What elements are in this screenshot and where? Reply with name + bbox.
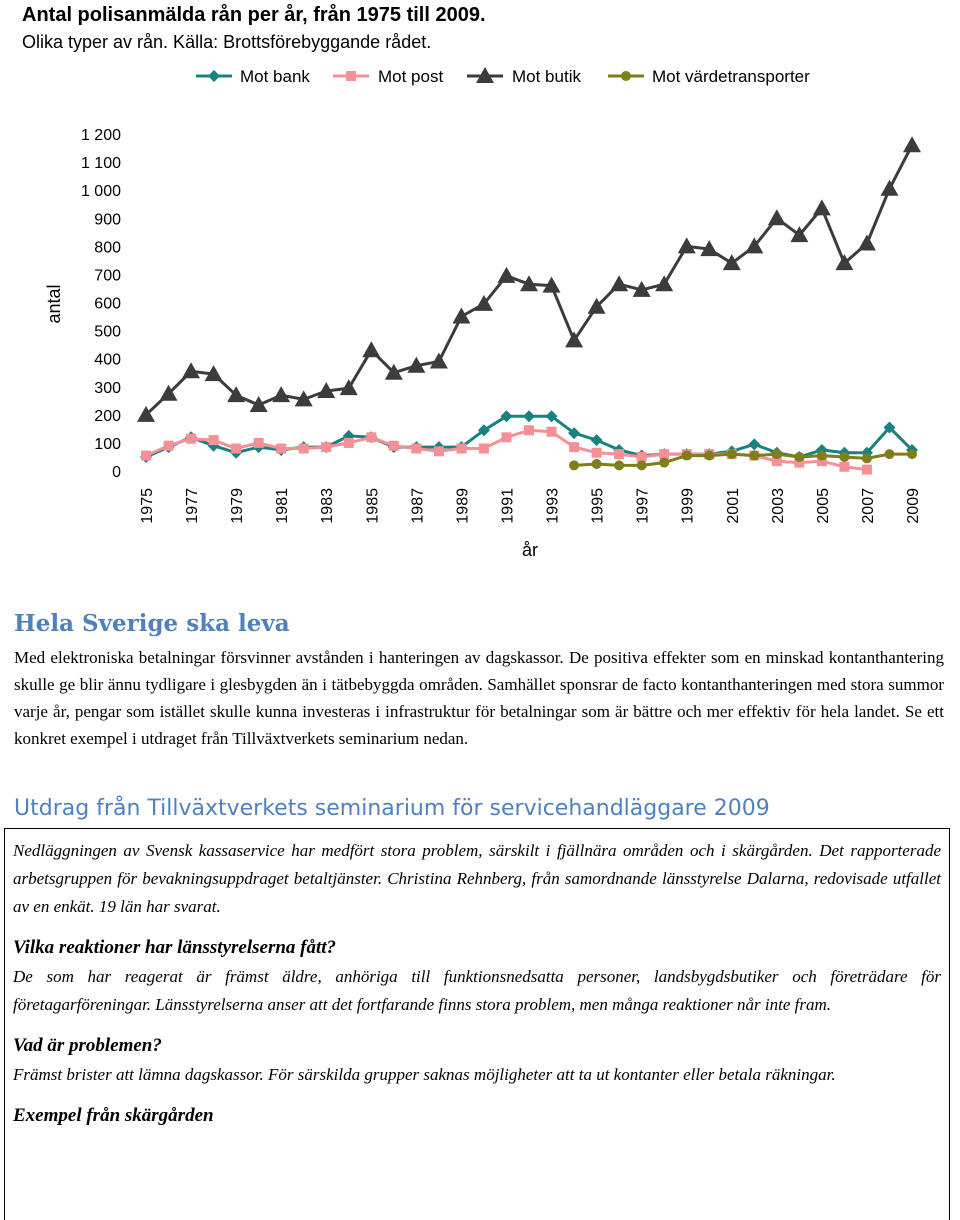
data-point-square [411, 444, 421, 454]
data-point-triangle [880, 180, 898, 196]
x-axis-title: år [521, 540, 539, 560]
data-point-square [321, 442, 331, 452]
data-point-circle [569, 460, 579, 470]
data-point-triangle [655, 275, 673, 291]
legend-marker-circle [621, 71, 631, 81]
data-point-circle [592, 459, 602, 469]
x-tick-label: 1991 [499, 488, 517, 524]
y-tick-label: 1 100 [80, 155, 121, 173]
data-point-triangle [272, 386, 290, 402]
x-tick-label: 2001 [724, 488, 742, 524]
data-point-triangle [182, 362, 200, 378]
y-tick-label: 800 [94, 239, 121, 257]
data-point-triangle [903, 136, 921, 152]
data-point-square [389, 441, 399, 451]
y-tick-label: 700 [94, 267, 121, 285]
data-point-circle [839, 452, 849, 462]
question-reactions: Vilka reaktioner har länsstyrelserna fått? [13, 937, 337, 958]
data-point-diamond [523, 410, 535, 422]
data-point-square [141, 451, 151, 461]
data-point-square [164, 441, 174, 451]
x-tick-label: 1999 [679, 488, 697, 524]
chart-title: Antal polisanmälda rån per år, från 1975 till 2009. [22, 4, 486, 26]
data-point-diamond [748, 438, 760, 450]
data-point-square [862, 465, 872, 475]
data-point-square [524, 425, 534, 435]
y-tick-label: 1 000 [80, 183, 121, 201]
x-tick-label: 1995 [589, 488, 607, 524]
data-point-square [456, 444, 466, 454]
data-point-square [209, 435, 219, 445]
excerpt-intro: Nedläggningen av Svensk kassaservice har medfört stora problem, särskilt i fjällnära områden och i skärgården. Det rapporterade arbetsgruppen för bevakningsuppdraget betaltjänster. Christina Rehnberg, från samordnande länsstyrelse Dalarna, redovisade utfallet av en enkät. 19 län har svarat. [13, 841, 941, 916]
legend-label: Mot värdetransporter [652, 67, 810, 86]
data-point-square [344, 438, 354, 448]
data-point-square [299, 444, 309, 454]
x-tick-label: 1977 [184, 488, 202, 524]
question-problems: Vad är problemen? [13, 1035, 162, 1056]
section-body: Med elektroniska betalningar försvinner avstånden i hanteringen av dagskassor. De positiva effekter som en minskad kontanthantering skulle ge blir ännu tydligare i glesbygden än i tätbebyggda områden. Samhället sponsrar de facto kontanthanteringen med stora summor varje år, pengar som istället skulle kunna investeras i infrastruktur för betalningar som är bättre och mer effektiv för hela landet. Se ett konkret exempel i utdraget från Tillväxtverkets seminarium nedan. [14, 648, 944, 748]
data-point-square [479, 444, 489, 454]
data-point-square [434, 446, 444, 456]
y-tick-label: 1 200 [80, 127, 121, 144]
data-point-triangle [678, 237, 696, 253]
data-point-square [501, 432, 511, 442]
data-point-circle [637, 460, 647, 470]
x-tick-label: 1987 [409, 488, 427, 524]
y-axis-title: antal [44, 284, 64, 324]
y-tick-label: 400 [94, 351, 121, 369]
y-tick-label: 200 [94, 407, 121, 425]
data-point-square [366, 432, 376, 442]
data-point-circle [704, 451, 714, 461]
y-tick-label: 0 [112, 464, 121, 481]
data-point-circle [794, 452, 804, 462]
data-point-triangle [565, 331, 583, 347]
y-tick-label: 300 [94, 379, 121, 397]
data-point-square [186, 434, 196, 444]
data-point-diamond [591, 434, 603, 446]
data-point-triangle [723, 254, 741, 270]
data-point-triangle [452, 308, 470, 324]
data-point-triangle [813, 199, 831, 215]
data-point-circle [749, 451, 759, 461]
data-point-square [547, 427, 557, 437]
data-point-circle [614, 460, 624, 470]
data-point-triangle [768, 209, 786, 225]
data-point-triangle [610, 275, 628, 291]
data-point-triangle [362, 341, 380, 357]
data-point-triangle [858, 235, 876, 251]
excerpt-box [4, 828, 950, 1220]
data-point-square [254, 438, 264, 448]
data-point-circle [862, 453, 872, 463]
data-point-circle [727, 449, 737, 459]
data-point-square [569, 442, 579, 452]
x-tick-label: 1983 [319, 488, 337, 524]
y-tick-label: 900 [94, 211, 121, 229]
data-point-square [231, 444, 241, 454]
data-point-circle [884, 449, 894, 459]
series-line-diamond [146, 416, 912, 457]
y-tick-label: 600 [94, 295, 121, 313]
data-point-triangle [250, 396, 268, 412]
x-tick-label: 1981 [274, 488, 292, 524]
chart-subtitle: Olika typer av rån. Källa: Brottsförebyggande rådet. [22, 32, 432, 52]
x-tick-label: 2009 [905, 488, 922, 524]
x-tick-label: 1993 [544, 488, 562, 524]
data-point-square [839, 462, 849, 472]
data-point-square [276, 444, 286, 454]
data-point-circle [907, 449, 917, 459]
data-point-triangle [340, 379, 358, 395]
x-tick-label: 1989 [454, 488, 472, 524]
x-tick-label: 1997 [634, 488, 652, 524]
x-tick-label: 1985 [364, 488, 382, 524]
section-heading: Hela Sverige ska leva [14, 610, 290, 637]
line-chart-svg [0, 0, 960, 600]
x-tick-label: 1979 [229, 488, 247, 524]
data-point-circle [659, 458, 669, 468]
legend-marker-diamond [208, 70, 220, 82]
robbery-chart [0, 0, 960, 600]
legend-label: Mot post [378, 67, 444, 86]
legend-marker-square [346, 71, 356, 81]
x-tick-label: 2007 [859, 488, 877, 524]
data-point-square [614, 449, 624, 459]
data-point-circle [817, 451, 827, 461]
question-archipelago: Exempel från skärgården [13, 1105, 214, 1126]
data-point-triangle [430, 352, 448, 368]
y-tick-label: 500 [94, 323, 121, 341]
data-point-circle [682, 451, 692, 461]
x-tick-label: 2005 [814, 488, 832, 524]
data-point-square [592, 448, 602, 458]
x-tick-label: 1975 [139, 488, 156, 524]
answer-problems: Främst brister att lämna dagskassor. För särskilda grupper saknas möjligheter att ta ut kontanter eller betala räkningar. [13, 1065, 836, 1084]
legend-label: Mot bank [240, 67, 310, 86]
x-tick-label: 2003 [769, 488, 787, 524]
data-point-circle [772, 449, 782, 459]
answer-reactions: De som har reagerat är främst äldre, anhöriga till funktionsnedsatta personer, landsbygdsbutiker och företrädare för företagarföreningar. Länsstyrelserna anser att det fortfarande finns stora problem, men många reaktioner når inte fram. [13, 967, 941, 1014]
y-tick-label: 100 [94, 435, 121, 453]
data-point-triangle [497, 267, 515, 283]
excerpt-heading: Utdrag från Tillväxtverkets seminarium för servicehandläggare 2009 [14, 796, 770, 821]
legend-label: Mot butik [512, 67, 581, 86]
